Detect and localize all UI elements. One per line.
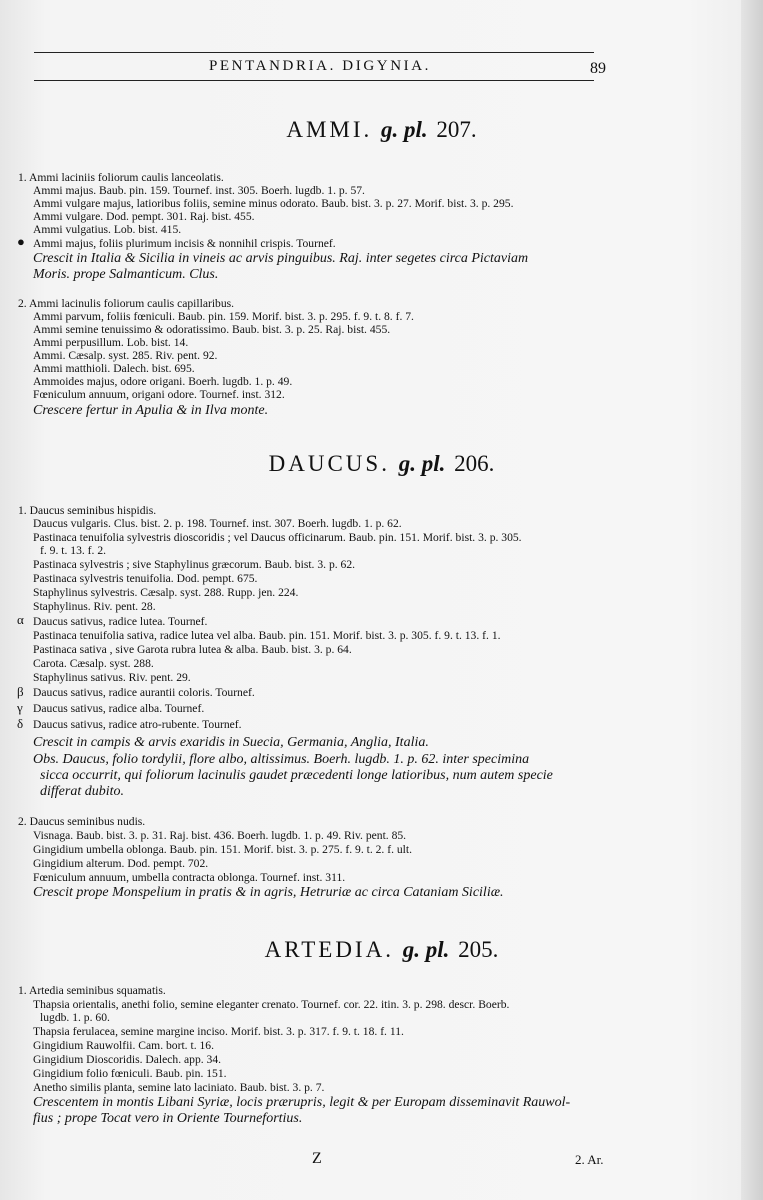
genus-heading: [0, 937, 763, 963]
genus-heading: [0, 451, 763, 477]
synonym-line: Ammi matthioli. Dalech. bist. 695.: [33, 362, 195, 375]
synonym-line: Daucus sativus, radice alba. Tournef.: [33, 702, 205, 715]
genus-ref: g. pl.: [402, 937, 450, 962]
synonym-line: Ammi. Cæsalp. syst. 285. Riv. pent. 92.: [33, 349, 218, 362]
synonym-line: Ammi majus. Baub. pin. 159. Tournef. inst. 305. Boerh. lugdb. 1. p. 57.: [33, 184, 365, 197]
synonym-line: Fœniculum annuum, umbella contracta oblonga. Tournef. inst. 311.: [33, 871, 346, 884]
species-heading: 1. Daucus seminibus hispidis.: [18, 504, 157, 517]
genus-heading: [0, 117, 763, 143]
genus-ref: g. pl.: [398, 451, 446, 476]
synonym-line: Pastinaca sylvestris ; sive Staphylinus græcorum. Baub. bist. 3. p. 62.: [33, 558, 356, 571]
habitat-line: Crescentem in montis Libani Syriæ, locis prærupris, legit & per Europam disseminavit Rauwol-: [33, 1095, 571, 1110]
synonym-line: Ammi perpusillum. Lob. bist. 14.: [33, 336, 189, 349]
habitat-line: Crescit prope Monspelium in pratis & in agris, Hetruriæ ac circa Cataniam Siciliæ.: [33, 885, 504, 900]
synonym-line: Thapsia ferulacea, semine margine inciso. Morif. bist. 3. p. 317. f. 9. t. 18. f. 11.: [33, 1025, 404, 1038]
synonym-line: Daucus sativus, radice lutea. Tournef.: [33, 615, 208, 628]
synonym-line: Daucus sativus, radice aurantii coloris. Tournef.: [33, 686, 255, 699]
synonym-line: Pastinaca tenuifolia sativa, radice lutea vel alba. Baub. pin. 151. Morif. bist. 3. p. 305. f. 9. t. 13. f. 1.: [33, 629, 501, 642]
synonym-line: Ammoides majus, odore origani. Boerh. lugdb. 1. p. 49.: [33, 375, 293, 388]
habitat-line: Crescit in campis & arvis exaridis in Suecia, Germania, Anglia, Italia.: [33, 735, 429, 750]
synonym-line: Thapsia orientalis, anethi folio, semine eleganter crenato. Tournef. cor. 22. itin. 3. p. 298. descr. Boerb.: [33, 998, 510, 1011]
genus-number: 206.: [454, 451, 495, 476]
observation-line: differat dubito.: [40, 784, 124, 799]
genus-name: AMMI.: [286, 117, 373, 142]
genus-number: 205.: [458, 937, 499, 962]
synonym-line: Pastinaca sylvestris tenuifolia. Dod. pempt. 675.: [33, 572, 258, 585]
genus-ref: g. pl.: [381, 117, 428, 142]
variety-marker: α: [17, 612, 24, 627]
genus-name: ARTEDIA.: [264, 937, 394, 962]
synonym-line: Anetho similis planta, semine lato laciniato. Baub. bist. 3. p. 7.: [33, 1081, 325, 1094]
observation-line: Obs. Daucus, folio tordylii, flore albo, altissimus. Boerh. lugdb. 1. p. 62. inter specimina: [33, 752, 530, 767]
synonym-line: Ammi vulgare. Dod. pempt. 301. Raj. bist. 455.: [33, 210, 255, 223]
page-gutter-shadow: [741, 0, 763, 1200]
genus-name: DAUCUS.: [268, 451, 390, 476]
synonym-line: Visnaga. Baub. bist. 3. p. 31. Raj. bist. 436. Boerh. lugdb. 1. p. 49. Riv. pent. 85.: [33, 829, 407, 842]
page-number: 89: [590, 60, 606, 77]
signature-mark: Z: [312, 1150, 322, 1167]
synonym-line: Gingidium alterum. Dod. pempt. 702.: [33, 857, 209, 870]
synonym-line: Ammi parvum, foliis fœniculi. Baub. pin. 159. Morif. bist. 3. p. 295. f. 9. t. 8. f. 7.: [33, 310, 414, 323]
habitat-line: Crescere fertur in Apulia & in Ilva monte.: [33, 403, 269, 418]
species-heading: 2. Ammi lacinulis foliorum caulis capillaribus.: [18, 297, 235, 310]
genus-number: 207.: [436, 117, 477, 142]
species-heading: 2. Daucus seminibus nudis.: [18, 815, 146, 828]
synonym-line: Ammi vulgare majus, latioribus foliis, semine minus odorato. Baub. bist. 3. p. 27. Morif. bist. 3. p. 295.: [33, 197, 514, 210]
synonym-line: Pastinaca tenuifolia sylvestris dioscoridis ; vel Daucus officinarum. Baub. pin. 151. Morif. bist. 3. p. 305.: [33, 531, 522, 544]
variety-marker: δ: [17, 716, 24, 731]
synonym-line: Ammi majus, foliis plurimum incisis & nonnihil crispis. Tournef.: [33, 237, 336, 250]
synonym-line: Ammi semine tenuissimo & odoratissimo. Baub. bist. 3. p. 25. Raj. bist. 455.: [33, 323, 391, 336]
synonym-line: Gingidium folio fœniculi. Baub. pin. 151.: [33, 1067, 227, 1080]
synonym-line: Ammi vulgatius. Lob. bist. 415.: [33, 223, 182, 236]
synonym-line: Staphylinus. Riv. pent. 28.: [33, 600, 156, 613]
synonym-line: Daucus sativus, radice atro-rubente. Tournef.: [33, 718, 242, 731]
observation-line: sicca occurrit, qui foliorum lacinulis gaudet præcedenti longe latioribus, num autem specie: [40, 768, 553, 783]
synonym-line: Gingidium umbella oblonga. Baub. pin. 151. Morif. bist. 3. p. 275. f. 9. t. 2. f. ult.: [33, 843, 413, 856]
header-rule-top: [34, 52, 594, 53]
variety-marker: ●: [17, 234, 25, 249]
header-rule-bottom: [34, 80, 594, 81]
synonym-line: Daucus vulgaris. Clus. bist. 2. p. 198. Tournef. inst. 307. Boerh. lugdb. 1. p. 62.: [33, 517, 402, 530]
synonym-line: Staphylinus sylvestris. Cæsalp. syst. 288. Rupp. jen. 224.: [33, 586, 299, 599]
synonym-line: lugdb. 1. p. 60.: [40, 1011, 110, 1024]
synonym-line: Gingidium Dioscoridis. Dalech. app. 34.: [33, 1053, 222, 1066]
habitat-line: Moris. prope Salmanticum. Clus.: [33, 267, 219, 282]
variety-marker: β: [17, 684, 24, 699]
species-heading: 1. Ammi laciniis foliorum caulis lanceolatis.: [18, 171, 224, 184]
habitat-line: Crescit in Italia & Sicilia in vineis ac arvis pinguibus. Raj. inter segetes circa Pictaviam: [33, 251, 529, 266]
species-heading: 1. Artedia seminibus squamatis.: [18, 984, 166, 997]
synonym-line: Fœniculum annuum, origani odore. Tournef. inst. 312.: [33, 388, 285, 401]
variety-marker: γ: [17, 700, 23, 715]
synonym-line: Carota. Cæsalp. syst. 288.: [33, 657, 154, 670]
synonym-line: Pastinaca sativa , sive Garota rubra lutea & alba. Baub. bist. 3. p. 64.: [33, 643, 352, 656]
synonym-line: f. 9. t. 13. f. 2.: [40, 544, 107, 557]
catchword: 2. Ar.: [575, 1152, 604, 1167]
running-head: PENTANDRIA. DIGYNIA.: [208, 58, 432, 74]
synonym-line: Gingidium Rauwolfii. Cam. bort. t. 16.: [33, 1039, 214, 1052]
synonym-line: Staphylinus sativus. Riv. pent. 29.: [33, 671, 191, 684]
habitat-line: fius ; prope Tocat vero in Oriente Tournefortius.: [33, 1111, 303, 1126]
